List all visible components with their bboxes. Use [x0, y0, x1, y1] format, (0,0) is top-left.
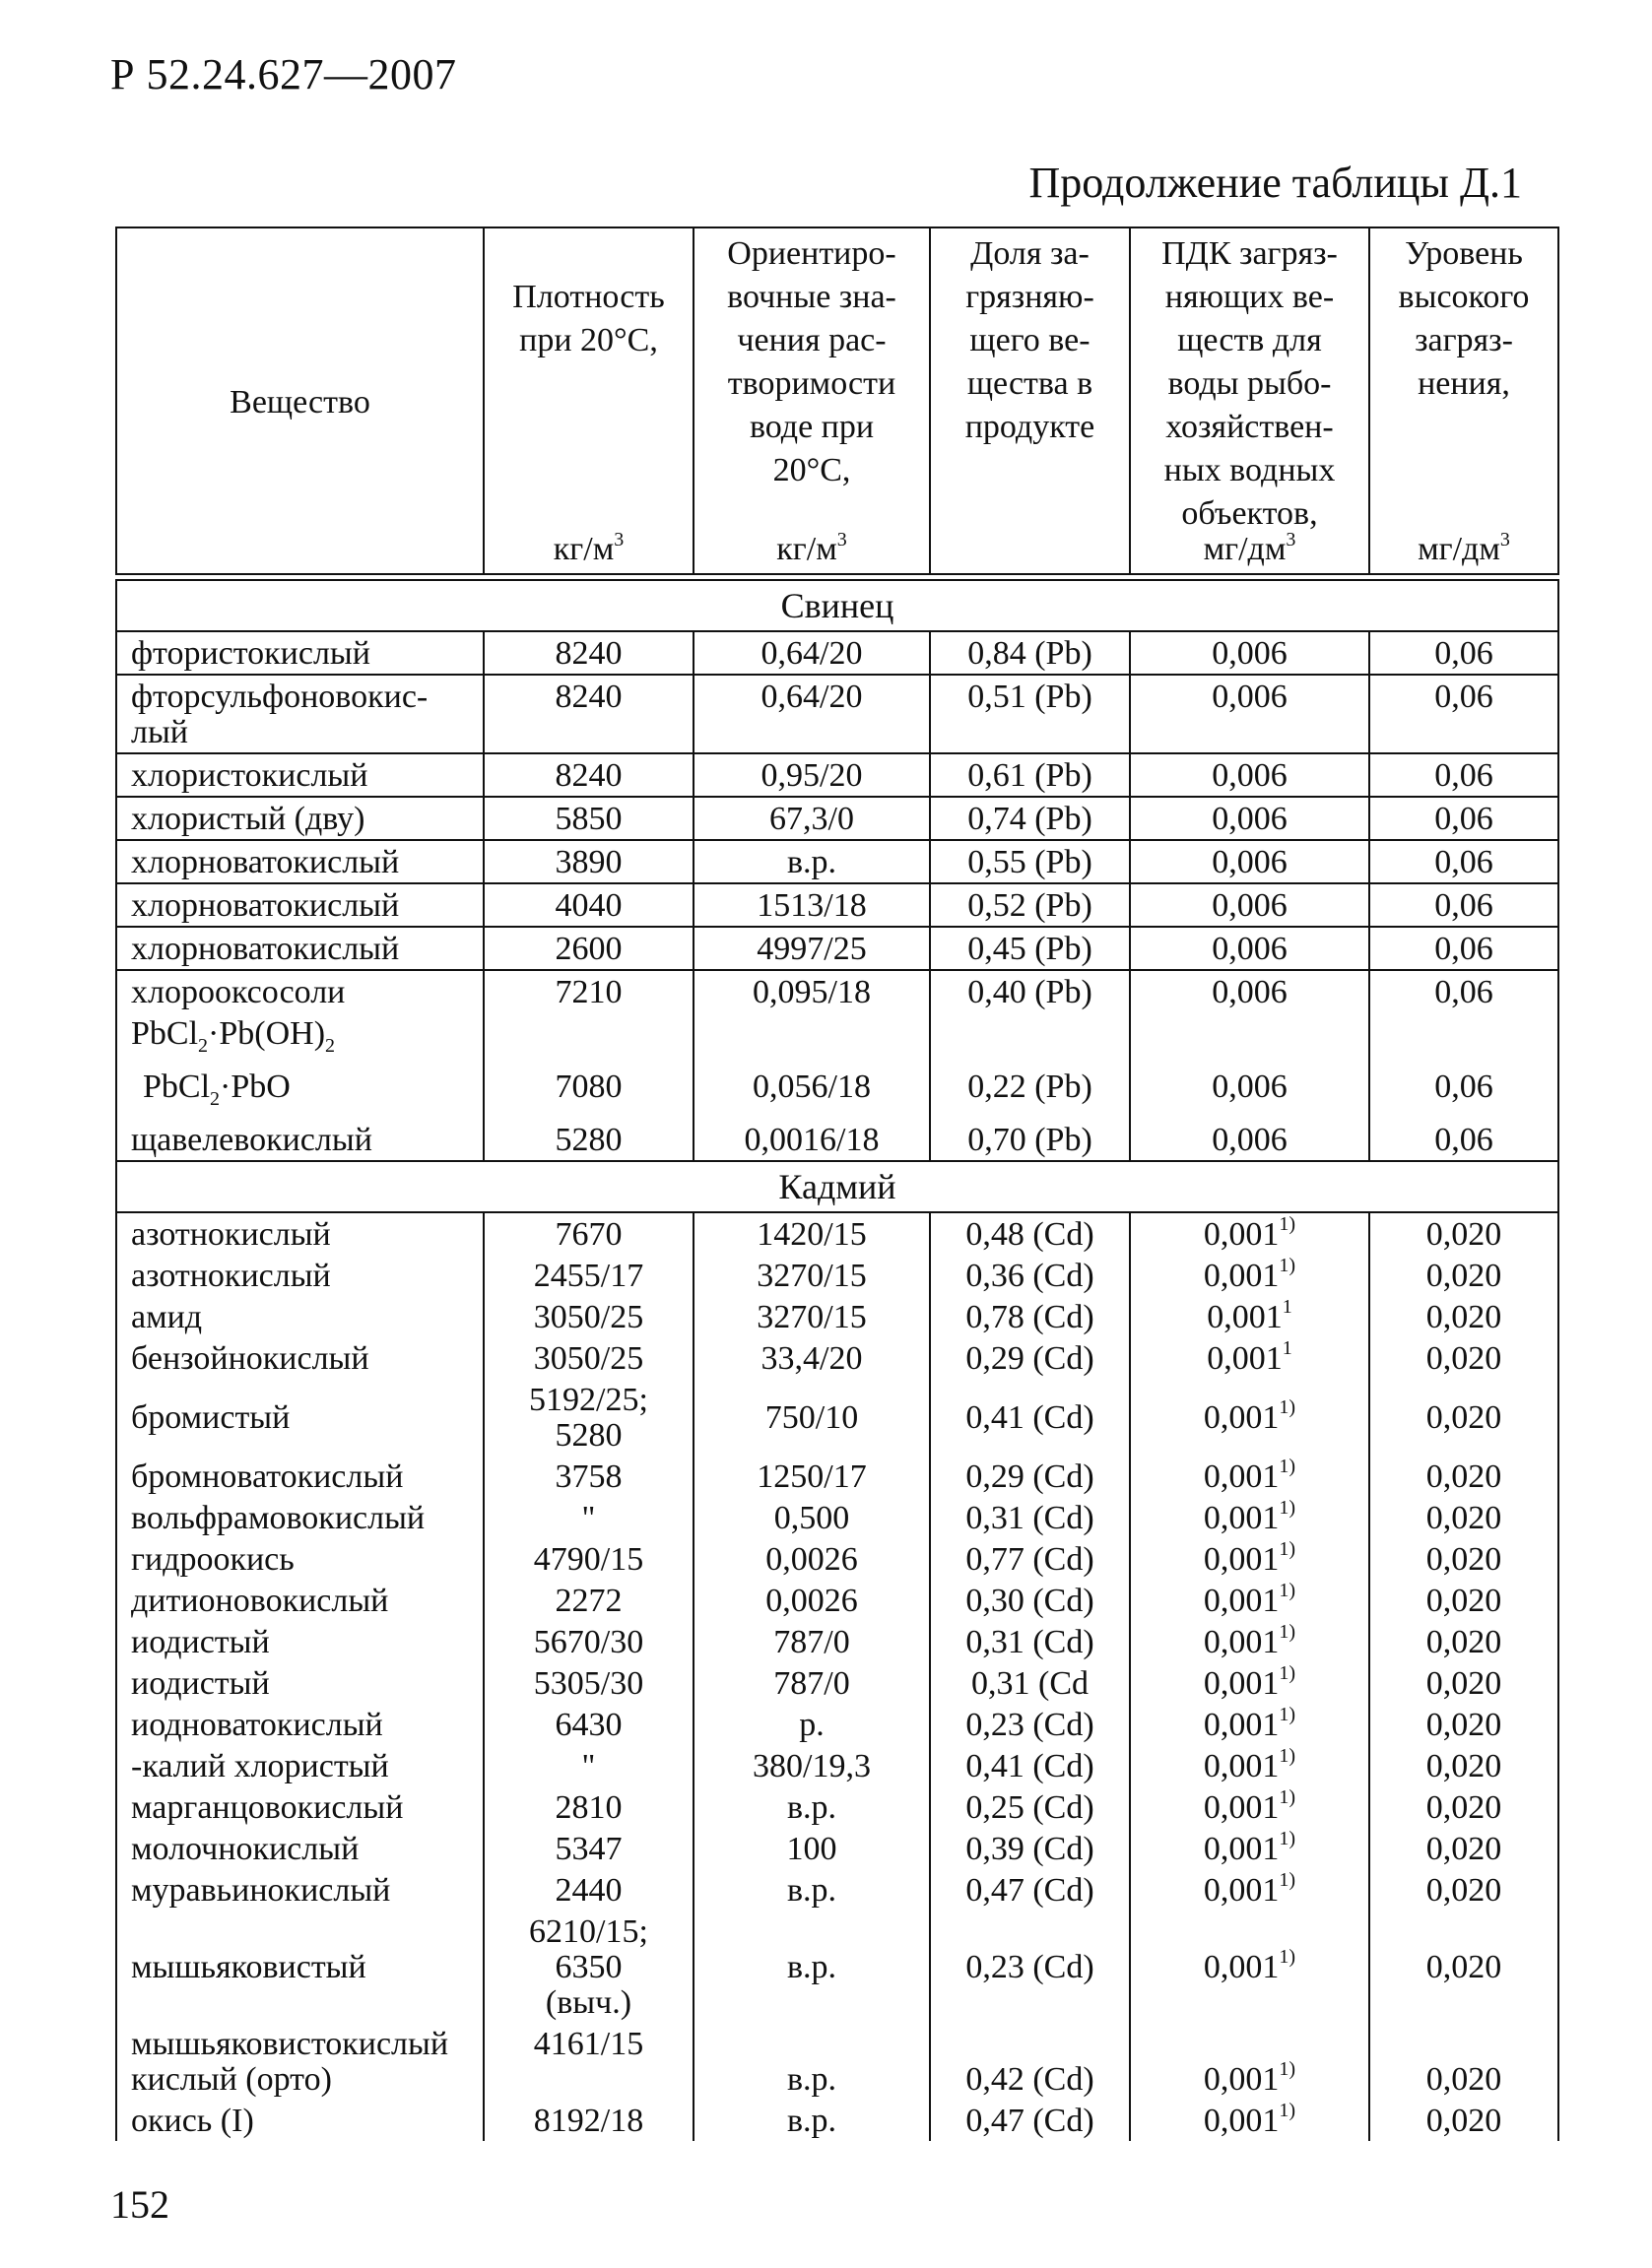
- high-level-value: 0,020: [1369, 1456, 1558, 1497]
- solubility-value: 787/0: [694, 1662, 930, 1704]
- share-value: 0,22 (Pb): [930, 1066, 1130, 1119]
- mpc-footnote: 1): [1279, 1396, 1296, 1419]
- mpc-value: [1130, 1911, 1369, 2023]
- table-row: [116, 1538, 1558, 1580]
- substance-name: хлористокислый: [116, 753, 484, 797]
- share-value: 0,31 (Cd): [930, 1621, 1130, 1662]
- mpc-number: 0,006: [1212, 801, 1288, 837]
- density-value: 6430: [484, 1704, 694, 1745]
- high-level-value: 0,020: [1369, 1786, 1558, 1828]
- section-row: [116, 1161, 1558, 1212]
- density-value: 7080: [484, 1066, 694, 1119]
- header-solubility: Ориентиро- вочные зна- чения рас- творимости воде при 20°С, $кг/м^3$: [694, 227, 930, 574]
- high-level-value: 0,020: [1369, 1212, 1558, 1255]
- mpc-number: 0,006: [1212, 844, 1288, 880]
- table-row: [116, 1337, 1558, 1379]
- table-row: [116, 840, 1558, 883]
- share-value: 0,36 (Cd): [930, 1255, 1130, 1296]
- substance-name: фторсульфоновокис- лый: [116, 675, 484, 753]
- mpc-number: 0,001: [1203, 1948, 1280, 1985]
- formula-hydroxide: $PbCl_2\cdot Pb(OH)_2$: [116, 1012, 484, 1066]
- solubility-value: 750/10: [694, 1379, 930, 1456]
- substance-name: гидроокись: [116, 1538, 484, 1580]
- share-value: 0,78 (Cd): [930, 1296, 1130, 1337]
- share-value: 0,23 (Cd): [930, 1704, 1130, 1745]
- solubility-value: 0,95/20: [694, 753, 930, 797]
- high-level-value: 0,020: [1369, 2023, 1558, 2100]
- density-value: 7670: [484, 1212, 694, 1255]
- solubility-value: 3270/15: [694, 1296, 930, 1337]
- mpc-number: 0,001: [1203, 2102, 1280, 2139]
- table-row: [116, 2100, 1558, 2141]
- substance-name: щавелевокислый: [116, 1119, 484, 1161]
- mpc-number: 0,001: [1203, 1398, 1280, 1436]
- solubility-value: 33,4/20: [694, 1337, 930, 1379]
- solubility-value: 0,056/18: [694, 1066, 930, 1119]
- substance-name: окись (I): [116, 2100, 484, 2141]
- high-level-value: 0,06: [1369, 927, 1558, 970]
- solubility-value: в.р.: [694, 1786, 930, 1828]
- density-value: 5850: [484, 797, 694, 840]
- mpc-value: 0,006: [1130, 1119, 1369, 1161]
- mpc-value: [1130, 1828, 1369, 1869]
- mpc-value: [1130, 1704, 1369, 1745]
- table-row: [116, 631, 1558, 675]
- solubility-value: 1420/15: [694, 1212, 930, 1255]
- density-value: 3050/25: [484, 1296, 694, 1337]
- mpc-footnote: 1): [1279, 1745, 1296, 1768]
- mpc-value: [1130, 1497, 1369, 1538]
- density-value: ": [484, 1745, 694, 1786]
- high-level-value: 0,06: [1369, 840, 1558, 883]
- table-row: [116, 753, 1558, 797]
- table-caption: Продолжение таблицы Д.1: [1028, 159, 1522, 207]
- mpc-number: 0,006: [1212, 757, 1288, 794]
- empty-cell: [930, 1012, 1130, 1066]
- density-value: 8240: [484, 631, 694, 675]
- mpc-footnote: 1): [1279, 1497, 1296, 1520]
- mpc-number: 0,006: [1212, 931, 1288, 967]
- solubility-value: 100: [694, 1828, 930, 1869]
- table-row: [116, 675, 1558, 753]
- solubility-value: 0,0016/18: [694, 1119, 930, 1161]
- table-row: [116, 927, 1558, 970]
- share-value: 0,39 (Cd): [930, 1828, 1130, 1869]
- solubility-value: 380/19,3: [694, 1745, 930, 1786]
- table-row: [116, 1745, 1558, 1786]
- solubility-value: 3270/15: [694, 1255, 930, 1296]
- solubility-value: 0,64/20: [694, 631, 930, 675]
- table-row: [116, 2023, 1558, 2100]
- mpc-value: [1130, 840, 1369, 883]
- solubility-value: 67,3/0: [694, 797, 930, 840]
- substance-name: амид: [116, 1296, 484, 1337]
- substance-name: иодистый: [116, 1621, 484, 1662]
- mpc-number: 0,001: [1207, 1339, 1283, 1377]
- mpc-value: [1130, 1662, 1369, 1704]
- mpc-footnote: 1): [1279, 2100, 1296, 2122]
- mpc-footnote: 1): [1279, 1213, 1296, 1236]
- mpc-footnote: 1): [1279, 1456, 1296, 1478]
- solubility-value: р.: [694, 1704, 930, 1745]
- share-value: 0,31 (Cd): [930, 1497, 1130, 1538]
- substance-name: молочнокислый: [116, 1828, 484, 1869]
- substance-name: азотнокислый: [116, 1212, 484, 1255]
- table-row: [116, 1119, 1558, 1161]
- mpc-number: 0,001: [1203, 1830, 1280, 1867]
- section-title: Кадмий: [116, 1161, 1558, 1212]
- substance-name: бромистый: [116, 1379, 484, 1456]
- mpc-value: [1130, 1296, 1369, 1337]
- density-value: 8240: [484, 675, 694, 753]
- substance-name: марганцовокислый: [116, 1786, 484, 1828]
- high-level-value: 0,020: [1369, 1255, 1558, 1296]
- substance-name: муравьинокислый: [116, 1869, 484, 1911]
- mpc-value: 0,006: [1130, 1066, 1369, 1119]
- density-value: 4790/15: [484, 1538, 694, 1580]
- share-value: 0,51 (Pb): [930, 675, 1130, 753]
- substance-name: иодистый: [116, 1662, 484, 1704]
- mpc-value: [1130, 1869, 1369, 1911]
- density-value: 3050/25: [484, 1337, 694, 1379]
- mpc-number: 0,001: [1203, 1582, 1280, 1619]
- header-density: Плотность при 20°С, $кг/м^3$: [484, 227, 694, 574]
- share-value: 0,40 (Pb): [930, 970, 1130, 1012]
- mpc-value: [1130, 1456, 1369, 1497]
- table-row: [116, 1869, 1558, 1911]
- solubility-value: 0,64/20: [694, 675, 930, 753]
- density-value: 3758: [484, 1456, 694, 1497]
- mpc-value: [1130, 1337, 1369, 1379]
- mpc-value: [1130, 797, 1369, 840]
- density-value: ": [484, 1497, 694, 1538]
- high-level-value: 0,020: [1369, 1337, 1558, 1379]
- substance-name: хлорноватокислый: [116, 840, 484, 883]
- high-level-value: 0,020: [1369, 1828, 1558, 1869]
- substance-name: хлористый (дву): [116, 797, 484, 840]
- table-row: [116, 1621, 1558, 1662]
- solubility-value: 0,500: [694, 1497, 930, 1538]
- share-value: 0,23 (Cd): [930, 1911, 1130, 2023]
- share-value: 0,74 (Pb): [930, 797, 1130, 840]
- table-row: [116, 1911, 1558, 2023]
- table-row: [116, 1296, 1558, 1337]
- high-level-value: 0,020: [1369, 1538, 1558, 1580]
- high-level-value: 0,06: [1369, 675, 1558, 753]
- density-value: 6210/15; 6350 (выч.): [484, 1911, 694, 2023]
- empty-cell: [1130, 1012, 1369, 1066]
- solubility-value: 0,0026: [694, 1538, 930, 1580]
- mpc-footnote: 1: [1282, 1337, 1292, 1360]
- table-row: [116, 1662, 1558, 1704]
- high-level-value: 0,020: [1369, 1662, 1558, 1704]
- share-value: 0,55 (Pb): [930, 840, 1130, 883]
- table-row: [116, 970, 1558, 1012]
- density-value: 8192/18: [484, 2100, 694, 2141]
- table-row: [116, 1786, 1558, 1828]
- table-header-row: [116, 227, 1558, 574]
- substance-name: хлорооксосоли: [116, 970, 484, 1012]
- solubility-value: в.р.: [694, 1869, 930, 1911]
- density-value: 8240: [484, 753, 694, 797]
- high-level-value: 0,020: [1369, 1580, 1558, 1621]
- mpc-number: 0,006: [1212, 887, 1288, 924]
- share-value: 0,47 (Cd): [930, 1869, 1130, 1911]
- mpc-number: 0,001: [1203, 1871, 1280, 1909]
- header-share: Доля за- грязняю- щего ве- щества в продукте: [930, 227, 1130, 574]
- mpc-value: [1130, 883, 1369, 927]
- mpc-number: 0,001: [1203, 1215, 1280, 1253]
- table-row: [116, 1580, 1558, 1621]
- high-level-value: 0,06: [1369, 970, 1558, 1012]
- section-row: [116, 580, 1558, 631]
- table-row: [116, 883, 1558, 927]
- section-title: Свинец: [116, 580, 1558, 631]
- high-level-value: 0,020: [1369, 1379, 1558, 1456]
- solubility-value: 1250/17: [694, 1456, 930, 1497]
- mpc-number: 0,001: [1203, 1664, 1280, 1702]
- page-number: 152: [110, 2182, 169, 2227]
- high-level-value: 0,06: [1369, 883, 1558, 927]
- mpc-number: 0,001: [1203, 1706, 1280, 1743]
- mpc-value: [1130, 1379, 1369, 1456]
- table-row: [116, 1497, 1558, 1538]
- empty-cell: [1369, 1012, 1558, 1066]
- mpc-number: 0,001: [1203, 2060, 1280, 2098]
- solubility-value: 4997/25: [694, 927, 930, 970]
- density-value: 2810: [484, 1786, 694, 1828]
- substance-name: хлорноватокислый: [116, 883, 484, 927]
- mpc-footnote: 1): [1279, 1786, 1296, 1809]
- table-row: [116, 1012, 1558, 1066]
- mpc-footnote: 1): [1279, 1621, 1296, 1644]
- high-level-value: 0,020: [1369, 2100, 1558, 2141]
- mpc-value: [1130, 927, 1369, 970]
- mpc-number: 0,001: [1207, 1298, 1283, 1335]
- solubility-value: 1513/18: [694, 883, 930, 927]
- mpc-value: [1130, 1580, 1369, 1621]
- mpc-footnote: 1): [1279, 1869, 1296, 1892]
- mpc-value: [1130, 970, 1369, 1012]
- empty-cell: [694, 1012, 930, 1066]
- share-value: 0,25 (Cd): [930, 1786, 1130, 1828]
- share-value: 0,48 (Cd): [930, 1212, 1130, 1255]
- mpc-number: 0,001: [1203, 1499, 1280, 1536]
- share-value: 0,45 (Pb): [930, 927, 1130, 970]
- mpc-value: [1130, 675, 1369, 753]
- mpc-footnote: 1): [1279, 1255, 1296, 1277]
- mpc-value: [1130, 753, 1369, 797]
- share-value: 0,84 (Pb): [930, 631, 1130, 675]
- empty-cell: [484, 1012, 694, 1066]
- mpc-number: 0,001: [1203, 1458, 1280, 1495]
- share-value: 0,61 (Pb): [930, 753, 1130, 797]
- density-value: 5347: [484, 1828, 694, 1869]
- table-row: [116, 1255, 1558, 1296]
- table-row: [116, 797, 1558, 840]
- share-value: 0,42 (Cd): [930, 2023, 1130, 2100]
- header-substance: Вещество: [116, 227, 484, 574]
- mpc-number: 0,001: [1203, 1623, 1280, 1660]
- substance-name: бензойнокислый: [116, 1337, 484, 1379]
- high-level-value: 0,06: [1369, 631, 1558, 675]
- table-row: [116, 1066, 1558, 1119]
- table-row: [116, 1212, 1558, 1255]
- density-value: 2455/17: [484, 1255, 694, 1296]
- table-row: [116, 1379, 1558, 1456]
- share-value: 0,30 (Cd): [930, 1580, 1130, 1621]
- solubility-value: 787/0: [694, 1621, 930, 1662]
- density-value: 3890: [484, 840, 694, 883]
- share-value: 0,70 (Pb): [930, 1119, 1130, 1161]
- mpc-value: [1130, 631, 1369, 675]
- density-value: 4161/15: [484, 2023, 694, 2100]
- mpc-value: [1130, 1745, 1369, 1786]
- share-value: 0,77 (Cd): [930, 1538, 1130, 1580]
- solubility-value: в.р.: [694, 840, 930, 883]
- density-value: 2600: [484, 927, 694, 970]
- substance-name: вольфрамовокислый: [116, 1497, 484, 1538]
- high-level-value: 0,06: [1369, 753, 1558, 797]
- mpc-number: 0,001: [1203, 1747, 1280, 1784]
- substance-name: дитионовокислый: [116, 1580, 484, 1621]
- header-mpc: ПДК загряз- няющих ве- ществ для воды рыбо- хозяйствен- ных водных объектов, $мг/дм^3$: [1130, 227, 1369, 574]
- mpc-footnote: 1): [1279, 1580, 1296, 1602]
- table-row: [116, 1456, 1558, 1497]
- density-value: 5192/25; 5280: [484, 1379, 694, 1456]
- share-value: 0,31 (Cd: [930, 1662, 1130, 1704]
- high-level-value: 0,020: [1369, 1704, 1558, 1745]
- mpc-number: 0,001: [1203, 1540, 1280, 1578]
- density-value: 5670/30: [484, 1621, 694, 1662]
- table-row: [116, 1704, 1558, 1745]
- formula-oxide: PbCl$_2$·PbO: [116, 1066, 484, 1119]
- data-table: [115, 227, 1559, 2141]
- mpc-value: [1130, 1538, 1369, 1580]
- share-value: 0,52 (Pb): [930, 883, 1130, 927]
- mpc-number: 0,001: [1203, 1788, 1280, 1826]
- mpc-value: [1130, 1255, 1369, 1296]
- substance-name: -калий хлористый: [116, 1745, 484, 1786]
- share-value: 0,47 (Cd): [930, 2100, 1130, 2141]
- mpc-number: 0,006: [1212, 974, 1288, 1010]
- mpc-footnote: 1): [1279, 1538, 1296, 1561]
- mpc-footnote: 1): [1279, 1828, 1296, 1850]
- substance-name: иодноватокислый: [116, 1704, 484, 1745]
- solubility-value: 0,095/18: [694, 970, 930, 1012]
- high-level-value: 0,020: [1369, 1869, 1558, 1911]
- share-value: 0,29 (Cd): [930, 1337, 1130, 1379]
- density-value: 5305/30: [484, 1662, 694, 1704]
- solubility-value: в.р.: [694, 1911, 930, 2023]
- high-level-value: 0,020: [1369, 1296, 1558, 1337]
- mpc-number: 0,006: [1212, 635, 1288, 672]
- mpc-number: 0,001: [1203, 1257, 1280, 1294]
- mpc-value: [1130, 2100, 1369, 2141]
- share-value: 0,41 (Cd): [930, 1745, 1130, 1786]
- substance-name: мышьяковистокислый кислый (орто): [116, 2023, 484, 2100]
- document-code: Р 52.24.627—2007: [110, 50, 457, 98]
- high-level-value: 0,020: [1369, 1911, 1558, 2023]
- solubility-value: в.р.: [694, 2100, 930, 2141]
- mpc-footnote: 1): [1279, 2058, 1296, 2081]
- table-row: [116, 1828, 1558, 1869]
- mpc-value: [1130, 1212, 1369, 1255]
- solubility-value: 0,0026: [694, 1580, 930, 1621]
- mpc-footnote: 1): [1279, 1704, 1296, 1726]
- header-high-level: Уровень высокого загряз- нения, $мг/дм^3$: [1369, 227, 1558, 574]
- share-value: 0,41 (Cd): [930, 1379, 1130, 1456]
- high-level-value: 0,06: [1369, 797, 1558, 840]
- density-value: 5280: [484, 1119, 694, 1161]
- mpc-value: [1130, 1786, 1369, 1828]
- substance-name: бромноватокислый: [116, 1456, 484, 1497]
- mpc-value: [1130, 2023, 1369, 2100]
- high-level-value: 0,020: [1369, 1621, 1558, 1662]
- substance-name: азотнокислый: [116, 1255, 484, 1296]
- high-level-value: 0,06: [1369, 1119, 1558, 1161]
- high-level-value: 0,020: [1369, 1497, 1558, 1538]
- substance-name: хлорноватокислый: [116, 927, 484, 970]
- solubility-value: в.р.: [694, 2023, 930, 2100]
- substance-name: мышьяковистый: [116, 1911, 484, 2023]
- mpc-footnote: 1: [1282, 1296, 1292, 1319]
- high-level-value: 0,06: [1369, 1066, 1558, 1119]
- density-value: 7210: [484, 970, 694, 1012]
- share-value: 0,29 (Cd): [930, 1456, 1130, 1497]
- mpc-value: [1130, 1621, 1369, 1662]
- high-level-value: 0,020: [1369, 1745, 1558, 1786]
- density-value: 2440: [484, 1869, 694, 1911]
- density-value: 4040: [484, 883, 694, 927]
- mpc-footnote: 1): [1279, 1946, 1296, 1969]
- mpc-footnote: 1): [1279, 1662, 1296, 1685]
- substance-name: фтористокислый: [116, 631, 484, 675]
- mpc-number: 0,006: [1212, 679, 1288, 715]
- density-value: 2272: [484, 1580, 694, 1621]
